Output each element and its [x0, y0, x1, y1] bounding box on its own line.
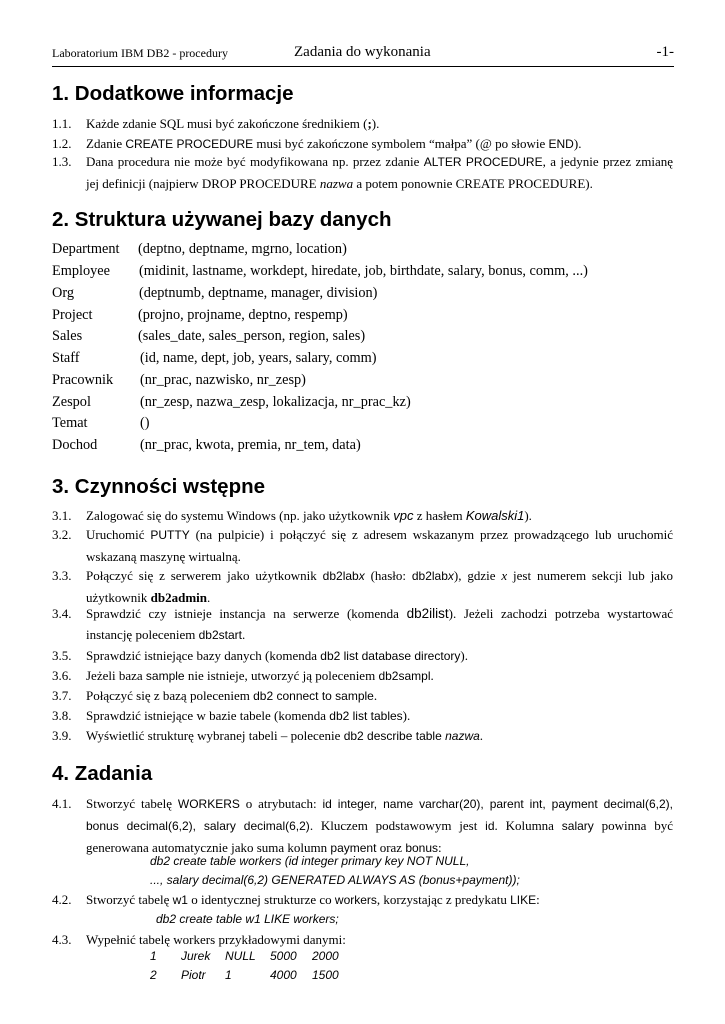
list-item: 3.8. Sprawdzić istniejące w bazie tabele (komenda db2 list tables). — [52, 708, 411, 723]
code-line: db2 create table workers (id integer primary key NOT NULL, — [150, 854, 470, 868]
list-item: 3.6. Jeżeli baza sample nie istnieje, utworzyć ją poleceniem db2sampl. — [52, 668, 434, 683]
section-4-heading: 4. Zadania — [52, 762, 153, 785]
list-item: 4.1. Stworzyć tabelę WORKERS o atrybutach: id integer, name varchar(20), parent int, payment decimal(6,2), bonus decimal(6,2), salary decimal(6,2). Kluczem podstawowym jest id. Kolumna salary powinna być generowana automatycznie jako suma kolumn payment oraz bonus: — [52, 796, 673, 855]
list-item: 3.1. Zalogować się do systemu Windows (np. jako użytkownik vpc z hasłem Kowalski1). — [52, 508, 532, 523]
list-item: 4.3. Wypełnić tabelę workers przykładowymi danymi: — [52, 932, 346, 947]
header-page-number: -1- — [656, 44, 674, 60]
list-item: 3.3. Połączyć się z serwerem jako użytkownik db2labx (hasło: db2labx), gdzie x jest numerem sekcji lub jako użytkownik db2admin. — [52, 568, 673, 605]
list-item: 3.9. Wyświetlić strukturę wybranej tabeli – polecenie db2 describe table nazwa. — [52, 728, 484, 743]
list-item: 3.4. Sprawdzić czy istnieje instancja na serwerze (komenda db2ilist). Jeżeli zachodzi potrzeba wystartować instancję poleceniem db2start. — [52, 606, 673, 642]
list-item: 4.2. Stworzyć tabelę w1 o identycznej strukturze co workers, korzystając z predykatu LIKE: — [52, 892, 540, 907]
list-item: 1.1. Każde zdanie SQL musi być zakończone średnikiem (;). — [52, 116, 380, 131]
section-2-heading: 2. Struktura używanej bazy danych — [52, 208, 392, 231]
list-item: 3.2. Uruchomić PUTTY (na pulpicie) i połączyć się z adresem wskazanym przez prowadzącego lub uruchomić wskazaną maszynę wirtualną. — [52, 527, 673, 564]
list-item: 1.2. Zdanie CREATE PROCEDURE musi być zakończone symbolem “małpa” (@ po słowie END). — [52, 136, 582, 151]
list-item: 1.3. Dana procedura nie może być modyfikowana np. przez zdanie ALTER PROCEDURE, a jedynie przez zmianę jej definicji (najpierw DROP PROCEDURE nazwa a potem ponownie CREATE PROCEDURE). — [52, 154, 673, 191]
list-item: 3.7. Połączyć się z bazą poleceniem db2 connect to sample. — [52, 688, 378, 703]
header-course: Laboratorium IBM DB2 - procedury — [52, 46, 228, 60]
page-header — [52, 40, 674, 67]
section-1-heading: 1. Dodatkowe informacje — [52, 82, 294, 105]
document-page: Laboratorium IBM DB2 - procedury Zadania do wykonania -1- 1. Dodatkowe informacje 1.1. Każde zdanie SQL musi być zakończone średnikiem (;). 1.2. Zdanie CREATE PROCEDURE musi być zakończone symbolem “małpa” (@ po słowie END). 1.3. Dana procedura nie może być modyfikowana np. przez zdanie ALTER PROCEDURE, a jedynie przez zmianę jej definicji (najpierw DROP PROCEDURE nazwa a potem ponownie CREATE PROCEDURE). 2. Struktura używanej bazy danych Department (deptno, deptname, mgrno, location) Employee (midinit, lastname, workdept, hiredate, job, birthdate, salary, bonus, comm, ...) Org (deptnumb, deptname, manager, division) Project (projno, projname, deptno, respemp) Sales (sales_date, sales_person, region, sales) Staff (id, name, dept, job, years, salary, comm) Pracownik (nr_prac, nazwisko, nr_zesp) Zespol (nr_zesp, nazwa_zesp, lokalizacja, nr_prac_kz) Temat () Dochod (nr_prac, kwota, premia, nr_tem, data) 3. Czynności wstępne 3.1. Zalogować się do systemu Windows (np. jako użytkownik vpc z hasłem Kowalski1). 3.2. Uruchomić PUTTY (na pulpicie) i połączyć się z adresem wskazanym przez prowadzącego lub uruchomić wskazaną maszynę wirtualną. 3.3. Połączyć się z serwerem jako użytkownik db2labx (hasło: db2labx), gdzie x jest numerem sekcji lub jako użytkownik db2admin. 3.4. Sprawdzić czy istnieje instancja na serwerze (komenda db2ilist). Jeżeli zachodzi potrzeba wystartować instancję poleceniem db2start. 3.5. Sprawdzić istniejące bazy danych (komenda db2 list database directory). 3.6. Jeżeli baza sample nie istnieje, utworzyć ją poleceniem db2sampl. 3.7. Połączyć się z bazą poleceniem db2 connect to sample. 3.8. Sprawdzić istniejące w bazie tabele (komenda db2 list tables). 3.9. Wyświetlić strukturę wybranej tabeli – polecenie db2 describe table nazwa. 4. Zadania 4.1. Stworzyć tabelę WORKERS o atrybutach: id integer, name varchar(20), parent int, payment decimal(6,2), bonus decimal(6,2), salary decimal(6,2). Kluczem podstawowym jest id. Kolumna salary powinna być generowana automatycznie jako suma kolumn payment oraz bonus: db2 create table workers (id integer primary key NOT NULL, ..., salary decimal(6,2) GENERATED ALWAYS AS (bonus+payment)); 4.2. Stworzyć tabelę w1 o identycznej strukturze co workers, korzystając z predykatu LIKE: db2 create table w1 LIKE workers; 4.3. Wypełnić tabelę workers przykładowymi danymi: 1 Jurek NULL 5000 2000 2 Piotr 1 4000 1500 — [0, 0, 725, 1024]
section-3-heading: 3. Czynności wstępne — [52, 475, 266, 498]
list-item: 3.5. Sprawdzić istniejące bazy danych (komenda db2 list database directory). — [52, 648, 468, 663]
code-line: ..., salary decimal(6,2) GENERATED ALWAYS AS (bonus+payment)); — [150, 873, 520, 887]
code-line: db2 create table w1 LIKE workers; — [156, 912, 339, 926]
sample-data-table: 1 Jurek NULL 5000 2000 2 Piotr 1 4000 1500 — [150, 949, 339, 982]
header-title: Zadania do wykonania — [294, 44, 431, 60]
